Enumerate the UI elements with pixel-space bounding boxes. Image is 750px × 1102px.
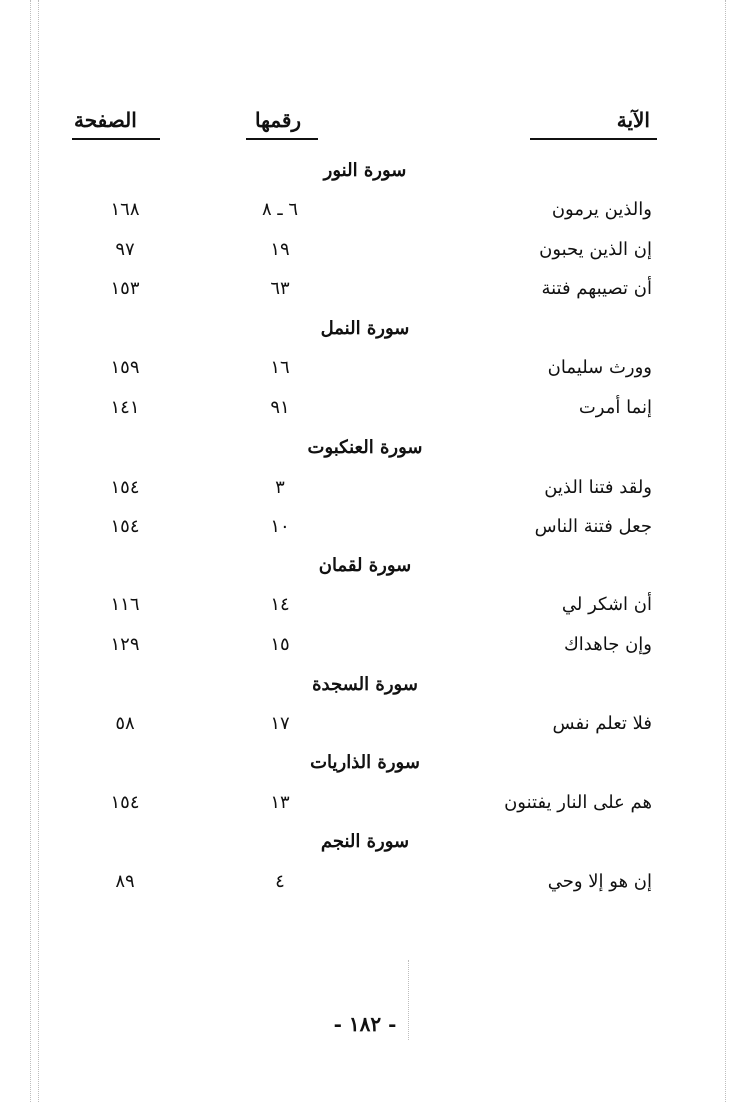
table-row: [0, 594, 750, 624]
table-row: [0, 397, 750, 427]
scan-gutter-line: [725, 0, 726, 1102]
page-ref: ١٥٩: [110, 357, 140, 378]
header-page-underline: [72, 138, 160, 140]
page-number: - ١٨٢ -: [333, 1012, 397, 1036]
ayah-text: هم على النار يفتنون: [504, 792, 652, 813]
table-row: [0, 239, 750, 269]
table-row: [0, 199, 750, 229]
surah-heading: سورة النجم: [320, 831, 410, 852]
surah-heading: سورة العنكبوت: [307, 437, 423, 458]
page-ref: ٥٨: [115, 713, 135, 734]
ayah-text: والذين يرمون: [551, 199, 652, 220]
table-row: [0, 357, 750, 387]
table-row: [0, 871, 750, 901]
page-ref: ١٤١: [110, 397, 140, 418]
ayah-text: إن هو إلا وحي: [547, 871, 652, 892]
ayah-number: ٣: [275, 477, 285, 498]
page-ref: ١٥٤: [110, 477, 140, 498]
surah-heading: سورة لقمان: [318, 555, 412, 576]
ayah-text: فلا تعلم نفس: [552, 713, 652, 734]
surah-heading: سورة النور: [323, 160, 407, 181]
ayah-number: ٦٣: [270, 278, 290, 299]
page-ref: ١٥٤: [110, 516, 140, 537]
surah-heading: سورة السجدة: [312, 674, 418, 695]
scan-gutter-line: [38, 0, 39, 1102]
page-ref: ١١٦: [110, 594, 140, 615]
table-row: [0, 634, 750, 664]
page-ref: ١٥٤: [110, 792, 140, 813]
header-number: رقمها: [255, 108, 302, 132]
page-ref: ١٥٣: [110, 278, 140, 299]
header-ayah: الآية: [616, 108, 650, 132]
ayah-text: جعل فتنة الناس: [534, 516, 652, 537]
ayah-text: إن الذين يحبون: [539, 239, 652, 260]
ayah-number: ١٧: [270, 713, 290, 734]
ayah-number: ١٠: [270, 516, 290, 537]
ayah-number: ١٣: [270, 792, 290, 813]
ayah-text: إنما أمرت: [578, 397, 652, 418]
ayah-text: أن تصيبهم فتنة: [541, 278, 652, 299]
ayah-number: ٤: [275, 871, 285, 892]
page-ref: ١٢٩: [110, 634, 140, 655]
header-number-underline: [246, 138, 318, 140]
ayah-text: وورث سليمان: [547, 357, 652, 378]
surah-heading: سورة النمل: [320, 318, 410, 339]
page-ref: ١٦٨: [110, 199, 140, 220]
table-row: [0, 516, 750, 546]
ayah-text: أن اشكر لي: [561, 594, 652, 615]
ayah-text: وإن جاهداك: [563, 634, 652, 655]
ayah-number: ٩١: [270, 397, 290, 418]
scan-gutter-line: [30, 0, 31, 1102]
ayah-number: ١٥: [270, 634, 290, 655]
table-row: [0, 278, 750, 308]
header-ayah-underline: [530, 138, 657, 140]
page-ref: ٨٩: [115, 871, 135, 892]
ayah-number: ١٩: [270, 239, 290, 260]
ayah-text: ولقد فتنا الذين: [544, 477, 652, 498]
ayah-number: ٦ ـ ٨: [261, 199, 299, 220]
header-page: الصفحة: [74, 108, 137, 132]
page-ref: ٩٧: [115, 239, 135, 260]
ayah-number: ١٦: [270, 357, 290, 378]
table-row: [0, 792, 750, 822]
table-row: [0, 477, 750, 507]
ayah-number: ١٤: [270, 594, 290, 615]
surah-heading: سورة الذاريات: [310, 752, 420, 773]
table-row: [0, 713, 750, 743]
